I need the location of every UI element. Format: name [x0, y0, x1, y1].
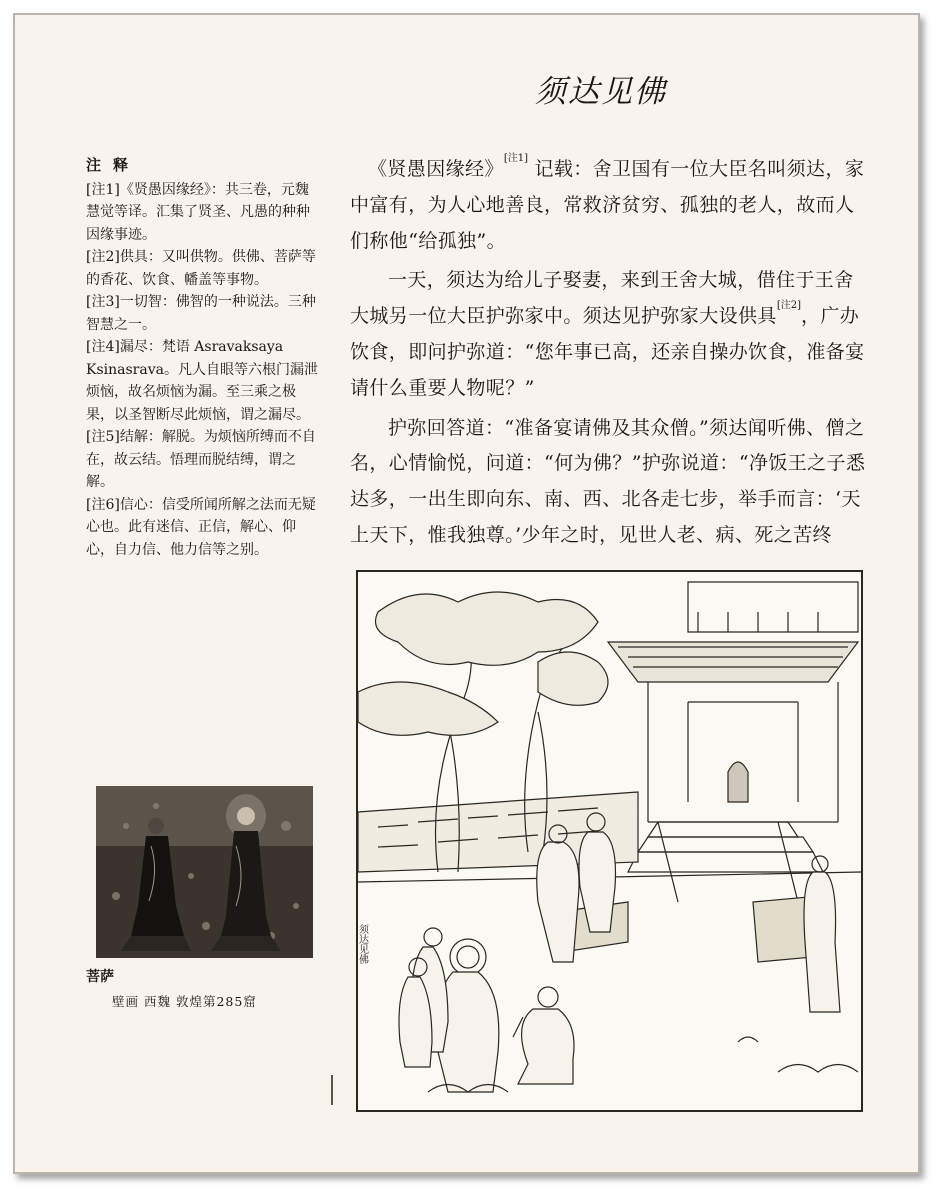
paragraph-1 [350, 152, 872, 259]
book-title: 《贤愚因缘经》 [368, 158, 504, 180]
note-label: [注3] [86, 294, 120, 310]
note-text: 一切智：佛智的一种说法。三种智慧之一。 [86, 294, 316, 333]
paragraph-text: 一天，须达为给儿子娶妻，来到王舍大城，借住于王舍大城另一位大臣护弥家中。须达见护弥家大设供具 [350, 269, 854, 328]
note-label: [注1] [86, 181, 120, 198]
notes-heading: 注释 [86, 156, 141, 174]
page-title: 须达见佛 [535, 74, 667, 110]
paragraph-2 [350, 263, 872, 406]
bodhisattva-mural-image [96, 786, 313, 958]
illustration-drawing [358, 572, 861, 1110]
note-text: 《贤愚因缘经》：共三卷，元魏慧觉等译。汇集了贤圣、凡愚的种种因缘事迹。 [86, 181, 310, 243]
main-text [350, 152, 872, 558]
sudatta-meets-buddha-illustration [356, 570, 863, 1112]
mural-drawing [96, 786, 313, 958]
note-text: 结解：解脱。为烦恼所缚而不自在，故云结。悟理而脱结缚，谓之解。 [86, 429, 316, 490]
note-1 [86, 179, 318, 247]
note-2 [86, 246, 318, 291]
note-label: [注2] [86, 249, 120, 265]
margin-mark [331, 1075, 333, 1105]
footnote-ref-2: [注2] [776, 300, 801, 312]
mural-caption-title: 菩萨 [86, 969, 114, 985]
note-text: 供具：又叫供物。供佛、菩萨等的香花、饮食、幡盖等事物。 [86, 249, 316, 288]
paragraph-text: 记载：舍卫国有一位大臣名叫须达，家中富有，为人心地善良，常救济贫穷、孤独的老人，故而人们称他“给孤独”。 [350, 158, 865, 252]
note-3 [86, 291, 318, 336]
note-text: 漏尽：梵语 Asravaksaya Ksinasrava。凡人自眼等六根门漏泄烦恼，故名烦恼为漏。至三乘之极果，以圣智断尽此烦恼，谓之漏尽。 [86, 339, 318, 423]
paragraph-text: ，广办饮食，即问护弥道：“您年事已高，还亲自操办饮食，准备宴请什么重要人物呢？” [350, 305, 865, 399]
note-6 [86, 494, 318, 562]
footnote-ref-1: [注1] [503, 153, 528, 164]
note-label: [注4] [86, 339, 120, 355]
paragraph-3 [350, 411, 872, 554]
note-4 [86, 336, 318, 426]
illustration-label: 须达见佛 [356, 924, 368, 964]
mural-caption-source: 壁画 西魏 敦煌第285窟 [112, 994, 257, 1009]
note-text: 信心：信受所闻所解之法而无疑心也。此有迷信、正信，解心、仰心，自力信、他力信等之别。 [86, 496, 316, 558]
note-5 [86, 426, 318, 494]
note-label: [注6] [86, 496, 120, 513]
notes-column [86, 154, 318, 561]
note-label: [注5] [86, 429, 120, 445]
paragraph-text: 护弥回答道：“准备宴请佛及其众僧。”须达闻听佛、僧之名，心情愉悦，问道：“何为佛？”护弥说道：“净饭王之子悉达多，一出生即向东、南、西、北各走七步，举手而言：‘天上天下，惟我独尊。’少年之时，见世人老、病、死之苦终 [350, 416, 866, 546]
